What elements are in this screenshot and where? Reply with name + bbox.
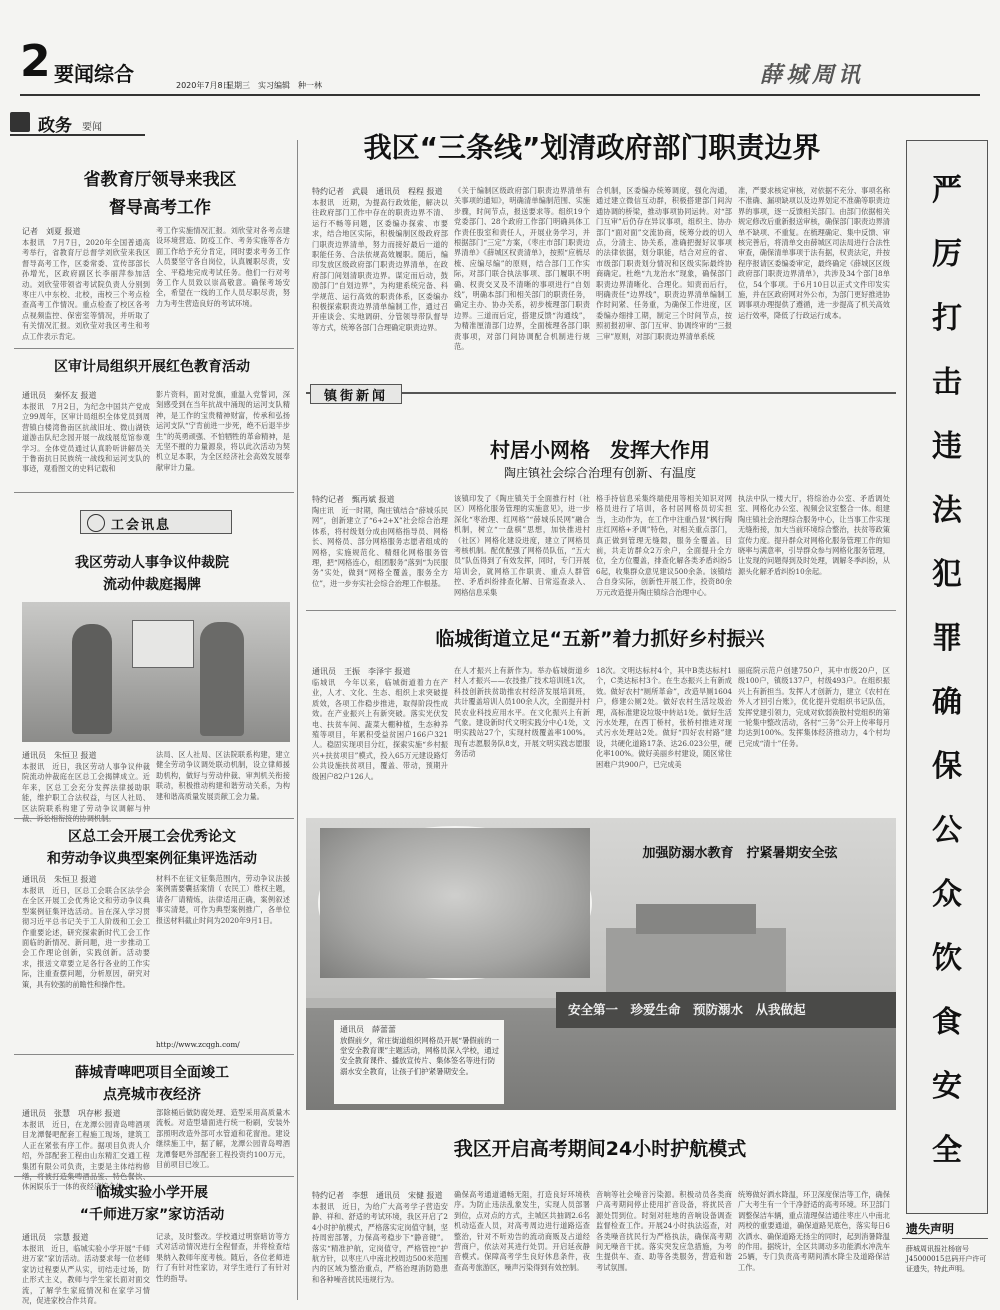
safety-inset-photo	[318, 826, 592, 980]
section-tag-title: 政务	[38, 116, 72, 136]
section-tag	[10, 108, 145, 136]
article9-body2: 确保高考通道通畅无阻，打造良好环境秩序。为防止违法乱象发生，实现人员部署到位，点对点的方式，主城区共抽调2.6名机动巡查人员，对高考周边进行道路巡查整治，针对不听劝告的流动商贩及占道经营商户，依法对其进行处罚。开启延夜静音模式。保障高考学生良好休息条件，夜查高考旅游区，噪声污染得到有效控制。	[454, 1190, 590, 1272]
paper-name-logo: 薛城周讯	[760, 62, 865, 88]
divider	[14, 1054, 294, 1055]
article2-body2: 影片资料，面对党旗，重温入党誓词，深刻感受到在当年抗战中涌现的运河支队精神，是工作的宝贵精神财富，传承和弘扬运河支队“宁肯前进一步死，绝不后退半步生”的英勇顽强、不怕牺牲的革命精神，是无坚不摧的力量源泉，将以此次活动为契机立足本职，为全区经济社会高效发展奉献审计力量。	[156, 390, 290, 472]
union-banner-text: 工会讯息	[111, 518, 172, 533]
article7-byline: 特约记者 甄再斌 报道	[312, 495, 395, 504]
article7-body1: 陶庄讯 近一时期，陶庄镇结合“薛城乐民网”，创新建立了“6+2+X”社会综合治理体系，将村级划分成由网格指导员、网格长、网格员、部分网格服务志愿者组成的网格，实施规范化、精细化网格服务管理，把“网格连心，组团服务”落到“为民服务”实处，做到“网格全覆盖，服务全方位”，进一步夯实社会综合治理工作根基。	[312, 506, 448, 588]
article4-body: 本报讯 近日，区总工会联合区法学会在全区开展工会优秀论文和劳动争议典型案例征集评选活动。旨在深入学习贯彻习近平总书记关于工人阶级和工会工作重要论述，研究探索新时代工会工作面临的新情况、新问题，进一步推动工会工作理论创新，实践创新。活动要求，报送文章要立足各行各业的工作实际，注重查摆问题，分析原因，研究对策，具有较强的前瞻性和操作性。	[22, 886, 150, 989]
article4-link[interactable]: http://www.zcqgh.com/	[156, 1040, 240, 1049]
divider	[306, 610, 896, 611]
article7-body2: 该镇印发了《陶庄镇关于全面推行村（社区）网格化服务管理的实施意见》，进一步深化“枣治理、红网格”“薛城乐民网”融合机制，树立“一盘棋”思想，加快推进村（社区）网格化建设进度，建立了网格员考核机制。配优配强了网格员队伍，“五大员”队伍得到了有效发挥，同时，专门开展培训会，就网格工作职责、重点人群管控、矛盾纠纷排查化解、日常巡查录入、网格信息采集	[454, 494, 590, 597]
article3-body: 本报讯 近日，我区劳动人事争议仲裁院流动仲裁庭在区总工会揭牌成立。近年来，区总工会充分发挥法律援助职能，维护职工合法权益，与区人社局、区法院联系构建了劳动争议调解与仲	[22, 762, 150, 813]
article1-body: 本报讯 7月7日，2020年全国普通高考举行，省教育厅总督学刘欣莹来我区督导高考工作，区委常委、宣传部部长孙增光，区政府副区长李丽萍参加活动。刘欣莹带领省考试院负责人分别到枣庄八中东校、北校，南校三个考点检查高考工作情况。重点检查了校区各考点视频监控、保密室等情况，并听取了有关情况汇报。刘欣莹对我区考生和考点工作表示肯定。	[22, 238, 150, 341]
article4-body2: 材料不在征文征集范围内，劳动争议法援案例需要囊括案情（ 农民工）维权主题，请各厂请精炼，法律适用正确，案例叙述事实清楚，可作为典型案例推广，各单位报送材料截止时间为2020年9月1日。	[156, 874, 290, 925]
article1-title-1: 省教育厅领导来我区	[83, 170, 237, 190]
article1-body2: 考工作实施情况汇报。刘欣莹对各考点建设环境营造、防疫工作、考务实施等各方面工作给予充分肯定，同时要求考务工作人员要坚守各自岗位，认真履职尽责，安全、平稳地完成考试任务。他们一行对考务工作人员致以崇高敬意。确保考场安全，希望在一线的工作人员尽职尽责，努力为考生营造良好的考试环境。	[156, 226, 290, 308]
article4-title-2: 和劳动争议典型案例征集评选活动	[47, 851, 257, 867]
masthead-rule	[20, 94, 980, 96]
article4-byline: 通讯员 朱恒卫 报道	[22, 875, 97, 884]
page-number: 2	[20, 36, 51, 87]
article3-photo	[22, 602, 290, 742]
article6-body2: 记录，及时整改。学校通过明察暗访等方式对活动情况进行全程督查，并将检查结果纳入教师年度考核。随后，各位老师进行了有针对性家访，对学生进行了有针对性的指导。	[156, 1232, 290, 1283]
article8-body3: 18次。文明达标村4个，其中B类达标村1个，C类达标村3个。在生态振兴上有新成效。做好农村“厕所革命”，改造旱厕1604户，修建公厕2处。做好农村生活垃圾治理，高标准建设垃圾中转站1处。做好生活污水处理，在西丁桥村，张桥村推进对现式污水处理站2处。做好“四好农村路”建设，共硬化道路17条、达26.023公里，硬化率100%。做好美丽乡村建设，随区常住困难户共900户，已完成美	[596, 666, 732, 769]
notice-body: 薛城周讯报社杨宿号J45000015总码开户许可证遗失，特此声明。	[906, 1245, 987, 1273]
article5-body: 本报讯 近日，在龙潭公园青岛啤酒项目龙潭餐吧配套工程施工现场，建筑工人正在紧张有序工作。据项目负责人介绍，外部配套工程由山东精汇交通工程集团有限公司负责，主要是主体结构修 休闲娱乐于一体的夜经济综合体。	[22, 1120, 150, 1192]
article9-body3: 音响等社会噪音污染源。积极动员各类商户高考期间停止使用扩音设备，将扰民音源处罚到位。时刻对驻地的音响设备调查监督检查工作。开展24小时执法巡查，对各类噪音扰民行为严格执法，确保高考期间无噪音干扰。落实突发应急措施，为考生提供车、查、助等各类服务，营造和谐考试氛围。	[596, 1190, 732, 1272]
article4-title-1: 区总工会开展工会优秀论文	[68, 829, 236, 845]
article1-byline: 记者 刘夏 报道	[22, 227, 81, 236]
article2-byline: 通讯员 秦怀友 报道	[22, 391, 97, 400]
article3-title-2: 流动仲裁庭揭牌	[103, 577, 201, 593]
main-article-body2: 《关于编制区级政府部门职责边界清单有关事项的通知》，明确清单编制范围、实施步骤，时间节点，报送要求等。组织19个党委部门、28个政府工作部门明确具体工作责任股室和责任人，开展业务学习，并根据部门“三定”方案，《枣庄市部门职责边界清单》《薛城区权责清单》，按照“应梳尽梳、应编尽编”的原则，结合部门工作实际，对部门联合执法事项、部门履职不明确、权责交叉及不清晰的事项进行“自划线”，明确本部门和相关部门的职责任务，确定主办、协办关系，初步梳理部门职责边界。三道而后定，搭建反馈“沟通线”，为精准厘清部门边界，全面梳理各部门职责事项，对部门间协调配合机制进行规范。	[454, 186, 590, 352]
article8-body4: 丽庭院示范户创建750户，其中市级20户，区级100户，镇级137户，村级493户。在组织振兴上有新担当。发挥人才创新力，建立《农村在外人才回引台账》，优化提升党组织书记队伍，发挥党建引领力，完成对软弱涣散村党组织的第一轮集中整改活动，各村“三务”公开上传率每月均达到100%。发挥集体经济推动力，4个村均已完成“清十”任务。	[738, 666, 890, 748]
article3-title-1: 我区劳动人事争议仲裁院	[75, 555, 229, 571]
main-headline: 我区“三条线”划清政府部门职责边界	[363, 131, 821, 164]
section-name: 要闻综合	[54, 62, 134, 86]
article6-byline: 通讯员 宗慧 报道	[22, 1233, 89, 1242]
town-news-banner-text: 镇街新闻	[324, 389, 389, 404]
article2-title: 区审计局组织开展红色教育活动	[54, 359, 250, 375]
article8-byline: 通讯员 王振 李泽宇 报道	[312, 667, 411, 676]
main-article-body1: 本报讯 近期，为提高行政效能，解决以往政府部门工作中存在的职责边界不清、运行不畅等问题，区委编办探索、市要求，结合地区实际，积极编制区级政府部门职责边界清单，努力而接好最后一道的职能任务、合法依规高效履职。随后，编印发放区级政府部门职责边界清单，在政府部门间划清职责边界。谋定而后动，鼓励部门“自划边界”，为构建系统完备、科学规范、运行高效的职责体系，区委编办积极探索职责边界清单编制工作，通过召开座谈会、实地调研、分管领导带队督导等方式，统筹各部门合理确定职责边界。	[312, 198, 448, 332]
article7-body3: 格手持信息采集终端使用等相关知识对网格员进行了培训，各村居网格员切实担当，主动作为，在工作中注重凸显“枫行陶庄红网格+矛调”特色，对相关重点部门，真正做到管理无缝隙，服务全覆盖。目前，共走访群众2万余户，全面提升全方位，全方位覆盖，排查化解各类矛盾纠纷56起，收集群众意见建议500余条。该镇结合自身实际，创新性开展工作，投资80余万元改造提升陶庄镇综合治理中心。	[596, 494, 732, 597]
notice-box	[900, 1220, 990, 1300]
article7-subtitle: 陶庄镇社会综合治理有创新、有温度	[503, 466, 696, 480]
masthead	[0, 0, 1000, 100]
main-article-body3: 合机制，区委编办统筹调度，强化沟通，通过建立微信互动群，积极搭建部门间沟通协调的桥梁，推动事项协同运转。对“部门互审”后仍存在异议事项，组织主、协办部门“面对面”交流协商，统筹分歧的切入点，分清主、协关系，准确把握好议事项的法律依据，划分职能，结合对应的省、市级部门职责划分情况和区级实际最终协商确定。杜绝“九龙治水”现象，确保部门职责边界清晰化、合理化。知责而后行，明确责任“边界线”，职责边界清单编制工作时间紧、任务重，为确保工作进度，区委编办细排工期，制定三个时间节点，按照初报初审、部门互审、协调终审的“三报三审”原则，对部门职责边界清单系统	[596, 186, 732, 341]
article5-title-1: 薛城青啤吧项目全面竣工	[75, 1065, 229, 1081]
article8-body1: 临城讯 今年以来，临城街道着力在产业，人才、文化、生态、组织上求突破提质效，各项工作稳步推进，取得阶段性成效。在产业振兴上有新突破。落实光伏发电、扶贫车间、蔬菜大棚种植，生态种养殖等项目，年累积受益贫困户166户321人。稳固实现项目分红，探索实施“乡村振兴+扶贫项目”模式，投入65万元建设路灯公共设施扶贫项目，覆盖、带动，预期升级困户82户126人。	[312, 678, 448, 781]
main-article-body4: 准，严要求核定审核，对依据不充分、事项名称不准确、漏项缺项以及边界划定不准确等职责边界的事项，逐一反馈相关部门。由部门依据相关规定修改后重新报送审核，确保部门职责边界清单不缺项、不重复。在梳理确定、集中反馈、审核完善后，将清单交由薛城区司法局进行合法性审查，确保清单事项于法有据，权责法定，并按程序报请区委编委审定，最终确定《薛城区区级政府部门职责边界清单》，共涉及34个部门8单位，54个事项。于6月10日以正式文件印发实施，并在区政府网对外公布，为部门更好推进协调事项办理提供了遵循，进一步提高了机关高效运行效率，降低了行政运行成本。	[738, 186, 890, 320]
article8-body2: 在人才振兴上有新作为。举办临城街道乡村人才振兴——农技推广技术培训班1次，科技创新扶贫助推农村经济发展培训班，共计覆盖培训人员100余人次，全面提升村民农业科技应用水平。在文化振兴上有新气象。建设新时代文明实践分中心1处，文明实践站27个，实现村级覆盖率100%。现有志愿服务队8支，开展文明实践志愿服务活动	[454, 666, 590, 759]
safety-photo-banner: 安全第一 珍爱生命 预防溺水 从我做起	[568, 1002, 806, 1017]
left-col-rule	[297, 140, 298, 1300]
masthead-weekday: 星期三	[226, 81, 250, 90]
article2-body: 本报讯 7月2日，为纪念中国共产党成立99周年，区审计局组织全体党员到周营镇白楼湾鲁南区抗战旧址、微山湖铁道游击队纪念园开展一战线展览馆参观学习。全体党员通过认真聆听讲解员关于鲁南抗日民族统一战线和运河支队的事迹，观看图文的史料记载和	[22, 402, 150, 474]
divider	[14, 818, 294, 819]
article7-body4: 执法中队一楼大厅，将综治办公室、矛盾调处室、网格化办公室、视频会议室整合一体。组建陶庄镇社会治理综合服务中心，让当事工作实现无缝衔接，加大当前环境综合整治，扶贫等政策宣传力度。提升群众对网格化服务管理工作的知晓率与满意率，引导群众参与网格化服务管理，让发现的问题得到及时处理，调解冬季纠纷，从源头化解矛盾纠纷10余起。	[738, 494, 890, 576]
article9-body1: 本报讯 近日，为给广大高考学子营造安静、祥和、舒适的考试环境，我区开启了24小时护航模式，严格落实定岗值守制，坚持周密部署，力保高考稳步下“静音键”。落实“精准护航，定岗值守，严格管控”护航方针，以枣庄八中南北校周边500米范围内的区域为整治重点，严格治理消防隐患和各种噪音扰民违规行为。	[312, 1202, 448, 1284]
article5-title-2: 点亮城市夜经济	[103, 1087, 201, 1103]
article9-title: 我区开启高考期间24小时护航模式	[453, 1138, 747, 1160]
photo-byline: 通讯员 薛蕾蕾	[340, 1025, 396, 1034]
divider	[14, 1176, 294, 1177]
article6-title-2: “千师进万家”家访活动	[79, 1207, 225, 1223]
notice-title: 遗失声明	[906, 1222, 955, 1236]
article9-byline: 特约记者 李想 通讯员 宋健 报道	[312, 1191, 443, 1200]
article3-byline: 通讯员 朱恒卫 报道	[22, 751, 97, 760]
main-article-byline: 特约记者 武晨 通讯员 程程 报道	[312, 187, 443, 196]
article6-title-1: 临城实验小学开展	[96, 1185, 208, 1201]
masthead-editor: 实习编辑 种一林	[258, 81, 322, 90]
divider	[14, 492, 294, 493]
photo-caption: 放假前夕，常庄街道组织网格员开展“暑假前的一堂安全教育课”主题活动，网格员深入学校，通过安全教育课件、播放宣传片、集体签名等进行防溺水安全教育，让孩子们护紧暑期安全。	[340, 1036, 499, 1076]
article5-byline: 通讯员 张慧 巩存彬 报道	[22, 1109, 121, 1118]
article5-body2: 部除桶后做防腐处理、造型采用高质量木流板。对造型墙面进行统一粉刷，安装外部照明改造外部可水管道和花窗池。建设继续施工中，据了解，龙潭公园青岛啤酒龙潭餐吧外部配套工程投资约100万元，目前项目已竣工。	[156, 1108, 290, 1170]
vertical-slogan: 严厉打击违法犯罪确保公众饮食安全	[932, 173, 962, 1168]
article7-title: 村居小网格 发挥大作用	[490, 438, 710, 462]
article6-body: 本报讯 近日，临城实验小学开展“千师进万家”家访活动。活动要求每一位老师家访过程要从严从实，切结走过场，防止形式主义，教师与学生家长面对面交流，了解学生家庭情况和在家学习情况，促进家校合作共育。	[22, 1244, 150, 1306]
article8-title: 临城街道立足“五新”着力抓好乡村振兴	[435, 628, 765, 650]
photo-caption-box	[334, 1020, 504, 1104]
vertical-slogan-box	[906, 140, 988, 1214]
article3-body2: 法局、区人社局、区法院联系构建，建立健全劳动争议调处联动机制，设立律师援助机构，做好与劳动仲裁、审判机关衔接联动，积极推动构建和谐劳动关系，为构建和谐高质量发展贡献工会力量。	[156, 750, 290, 801]
article1-title-2: 督导高考工作	[109, 198, 211, 218]
town-news-banner	[306, 382, 896, 404]
article9-body4: 统筹做好洒水降温，环卫深度保洁等工作，确保广大考生有一个干净舒适的高考环境。环卫部门调整保洁车辆，重点清理保洁通往枣庄八中南北两校的重要通道，确保道路见底色，落实每日6次洒水、确保道路无扬尘的同时，起到消暑降温的作用。据统计，全区共调动多功能洒水冲洗车25辆，专门负责高考期间洒水降尘及道路保洁工作。	[738, 1190, 890, 1272]
photo-article-title: 加强防溺水教育 拧紧暑期安全弦	[642, 846, 838, 861]
divider	[14, 348, 294, 349]
section-tag-sub: 要闻	[82, 122, 102, 133]
union-banner	[80, 510, 232, 534]
masthead-date: 2020年7月8日	[176, 81, 231, 90]
